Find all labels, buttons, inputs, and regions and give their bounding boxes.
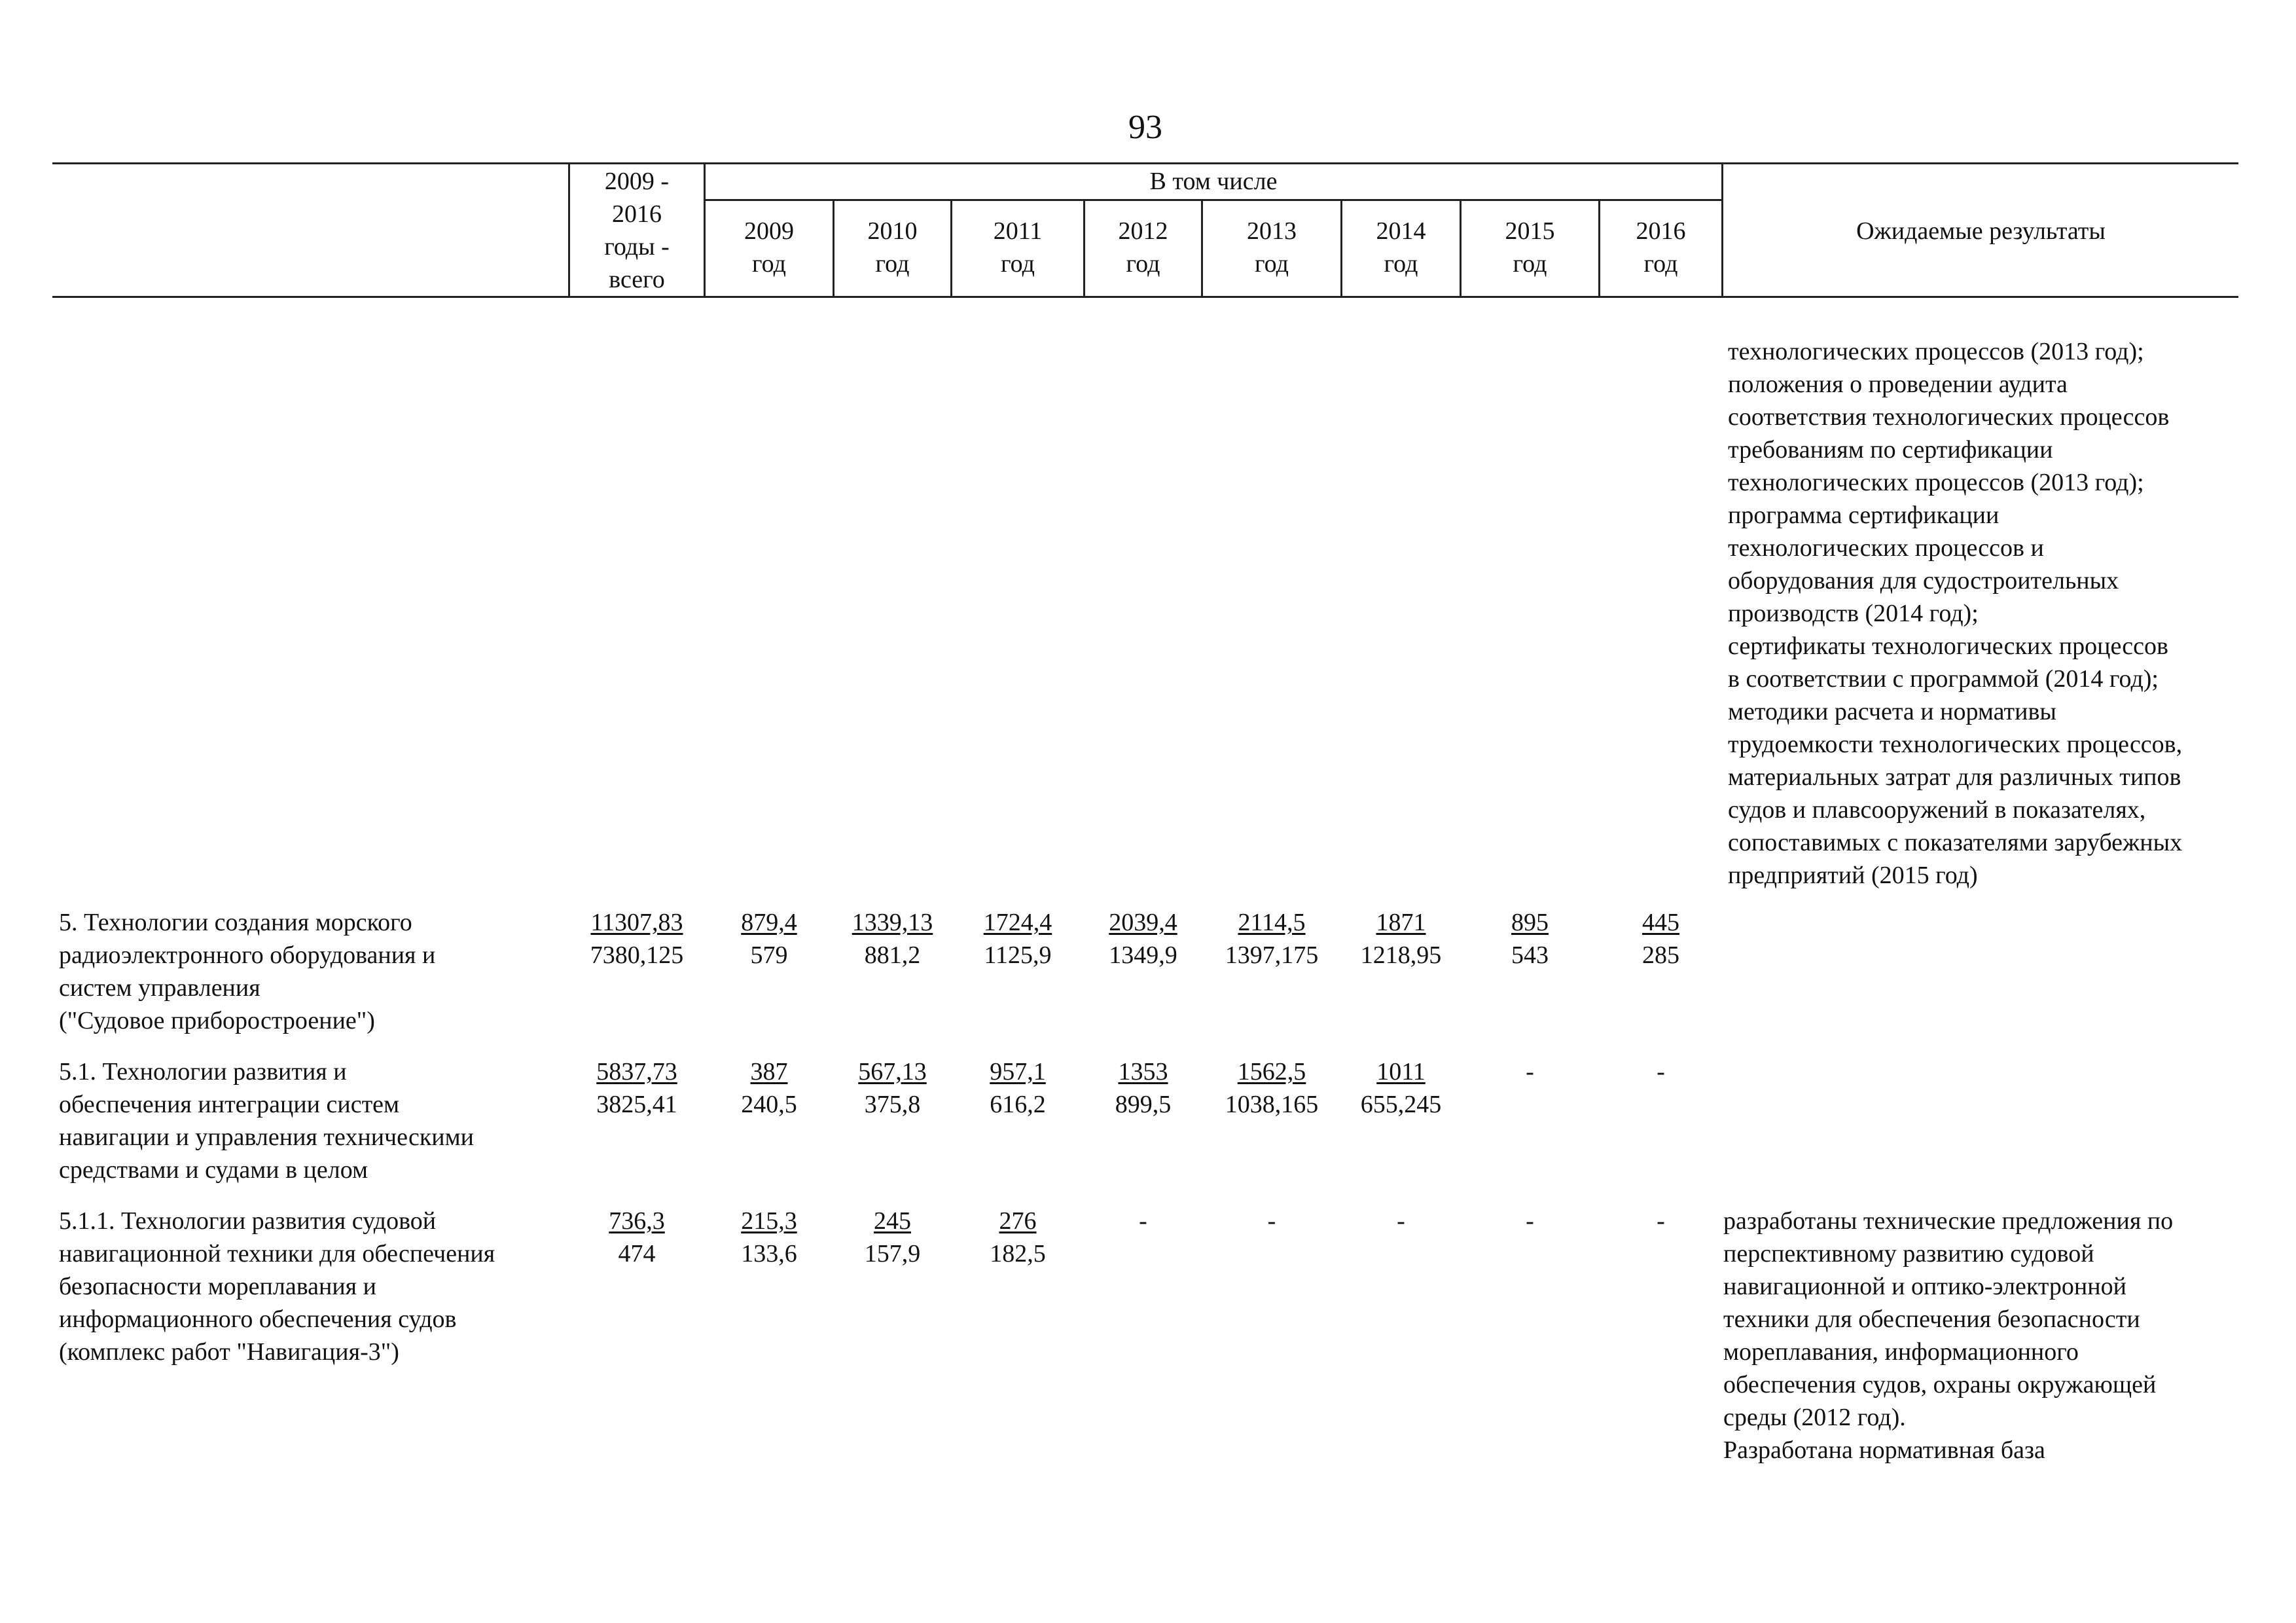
value-top: 5837,73 bbox=[596, 1058, 677, 1085]
result-line: навигационной и оптико-электронной bbox=[1723, 1273, 2126, 1300]
value-bottom: 133,6 bbox=[741, 1240, 797, 1267]
header-year-2012 bbox=[1085, 215, 1201, 280]
value-top: 245 bbox=[874, 1207, 911, 1235]
row-5-2014 bbox=[1342, 906, 1460, 972]
row-5-1-1-2015 bbox=[1462, 1205, 1598, 1237]
row-label-line: навигации и управления техническими bbox=[59, 1123, 475, 1151]
header-year: 2013 bbox=[1247, 217, 1297, 245]
table-header-bottom-rule bbox=[52, 296, 2238, 298]
result-line: технологических процессов (2013 год); bbox=[1728, 338, 2144, 365]
header-year-unit: год bbox=[1384, 250, 1418, 278]
row-5-1-1-2013 bbox=[1203, 1205, 1340, 1237]
result-line: разработаны технические предложения по bbox=[1723, 1207, 2174, 1235]
header-year-unit: год bbox=[1513, 250, 1547, 278]
row-label-line: информационного обеспечения судов bbox=[59, 1305, 457, 1333]
header-total-line: 2009 - bbox=[604, 168, 670, 195]
value-bottom: 182,5 bbox=[990, 1240, 1046, 1267]
header-year-2009 bbox=[706, 215, 833, 280]
header-year-unit: год bbox=[752, 250, 786, 278]
row-label-line: 5.1.1. Технологии развития судовой bbox=[59, 1207, 437, 1235]
row-5-1-1-label bbox=[59, 1205, 556, 1368]
row-5-2015 bbox=[1462, 906, 1598, 972]
value-top: 567,13 bbox=[858, 1058, 927, 1085]
row-5-2013 bbox=[1203, 906, 1340, 972]
value-dash: - bbox=[1657, 1207, 1665, 1235]
result-line: трудоемкости технологических процессов, bbox=[1728, 731, 2183, 758]
value-dash: - bbox=[1657, 1058, 1665, 1085]
row-label-line: безопасности мореплавания и bbox=[59, 1273, 376, 1300]
row-5-1-2013 bbox=[1203, 1055, 1340, 1121]
table-top-rule bbox=[52, 162, 2238, 164]
result-line: обеспечения судов, охраны окружающей bbox=[1723, 1371, 2157, 1398]
row-5-label bbox=[59, 906, 556, 1037]
row-5-1-1-2009 bbox=[706, 1205, 833, 1270]
header-total-line: всего bbox=[609, 266, 665, 293]
row-5-1-2010 bbox=[834, 1055, 950, 1121]
row-label-line: ("Судовое приборостроение") bbox=[59, 1007, 375, 1034]
header-year-2014 bbox=[1342, 215, 1460, 280]
header-year: 2010 bbox=[867, 217, 918, 245]
value-top: 445 bbox=[1642, 909, 1679, 936]
header-year: 2011 bbox=[993, 217, 1043, 245]
row-5-1-2016 bbox=[1600, 1055, 1721, 1088]
row-label-line: 5.1. Технологии развития и bbox=[59, 1058, 347, 1085]
value-bottom: 655,245 bbox=[1360, 1091, 1442, 1118]
value-bottom: 240,5 bbox=[741, 1091, 797, 1118]
value-bottom: 616,2 bbox=[990, 1091, 1046, 1118]
result-line: сопоставимых с показателями зарубежных bbox=[1728, 829, 2183, 856]
value-bottom: 1038,165 bbox=[1225, 1091, 1319, 1118]
row-5-1-1-2010 bbox=[834, 1205, 950, 1270]
value-top: 736,3 bbox=[609, 1207, 665, 1235]
value-top: 1011 bbox=[1376, 1058, 1426, 1085]
value-top: 957,1 bbox=[990, 1058, 1046, 1085]
row-5-1-2014 bbox=[1342, 1055, 1460, 1121]
header-year: 2014 bbox=[1376, 217, 1426, 245]
result-line: программа сертификации bbox=[1728, 501, 2000, 529]
header-group-label: В том числе bbox=[1149, 168, 1278, 195]
page-number: 93 bbox=[1128, 109, 1162, 146]
result-line: технологических процессов и bbox=[1728, 534, 2044, 562]
value-bottom: 1349,9 bbox=[1109, 941, 1177, 969]
value-bottom: 3825,41 bbox=[596, 1091, 677, 1118]
value-bottom: 474 bbox=[618, 1240, 656, 1267]
value-bottom: 1218,95 bbox=[1360, 941, 1442, 969]
row-5-2009 bbox=[706, 906, 833, 972]
value-top: 387 bbox=[750, 1058, 788, 1085]
header-year-unit: год bbox=[1643, 250, 1678, 278]
row-5-1-1-2012 bbox=[1085, 1205, 1201, 1237]
result-line: сертификаты технологических процессов bbox=[1728, 632, 2168, 660]
header-total-column bbox=[570, 165, 704, 296]
value-top: 879,4 bbox=[741, 909, 797, 936]
result-line: мореплавания, информационного bbox=[1723, 1338, 2079, 1366]
header-year-2013 bbox=[1203, 215, 1340, 280]
value-top: 895 bbox=[1511, 909, 1549, 936]
row-5-1-1-total bbox=[570, 1205, 704, 1270]
row-label-line: радиоэлектронного оборудования и bbox=[59, 941, 436, 969]
header-year-2015 bbox=[1462, 215, 1598, 280]
row-5-2010 bbox=[834, 906, 950, 972]
value-top: 1871 bbox=[1376, 909, 1426, 936]
row-5-1-label bbox=[59, 1055, 556, 1186]
row-5-1-1-2011 bbox=[952, 1205, 1083, 1270]
result-line: соответствия технологических процессов bbox=[1728, 403, 2170, 431]
header-year-unit: год bbox=[1001, 250, 1035, 278]
result-line: технологических процессов (2013 год); bbox=[1728, 469, 2144, 496]
row-5-1-2009 bbox=[706, 1055, 833, 1121]
result-line: требованиям по сертификации bbox=[1728, 436, 2053, 464]
result-line: Разработана нормативная база bbox=[1723, 1436, 2045, 1464]
value-bottom: 375,8 bbox=[864, 1091, 921, 1118]
result-line: материальных затрат для различных типов bbox=[1728, 763, 2181, 791]
value-top: 2114,5 bbox=[1238, 909, 1306, 936]
value-bottom: 899,5 bbox=[1115, 1091, 1172, 1118]
header-year: 2009 bbox=[744, 217, 794, 245]
value-dash: - bbox=[1397, 1207, 1405, 1235]
row-5-total bbox=[570, 906, 704, 972]
row-5-1-total bbox=[570, 1055, 704, 1121]
row-5-1-1-results bbox=[1723, 1205, 2240, 1467]
value-bottom: 1397,175 bbox=[1225, 941, 1319, 969]
result-line: оборудования для судостроительных bbox=[1728, 567, 2119, 594]
row-5-1-2015 bbox=[1462, 1055, 1598, 1088]
value-dash: - bbox=[1526, 1058, 1534, 1085]
value-bottom: 579 bbox=[750, 941, 788, 969]
header-total-line: годы - bbox=[604, 233, 670, 261]
header-year: 2012 bbox=[1118, 217, 1168, 245]
value-top: 1562,5 bbox=[1237, 1058, 1306, 1085]
value-bottom: 543 bbox=[1511, 941, 1549, 969]
header-year: 2015 bbox=[1505, 217, 1555, 245]
header-year-2016 bbox=[1600, 215, 1721, 280]
row-5-1-1-2016 bbox=[1600, 1205, 1721, 1237]
header-year-2011 bbox=[952, 215, 1083, 280]
value-top: 11307,83 bbox=[590, 909, 683, 936]
result-line: техники для обеспечения безопасности bbox=[1723, 1305, 2140, 1333]
result-line: перспективному развитию судовой bbox=[1723, 1240, 2094, 1267]
header-year-unit: год bbox=[1255, 250, 1289, 278]
value-dash: - bbox=[1267, 1207, 1276, 1235]
header-year-2010 bbox=[834, 215, 950, 280]
value-bottom: 285 bbox=[1642, 941, 1679, 969]
value-top: 215,3 bbox=[741, 1207, 797, 1235]
result-line: предприятий (2015 год) bbox=[1728, 862, 1978, 889]
continued-results-text bbox=[1728, 335, 2245, 892]
value-dash: - bbox=[1526, 1207, 1534, 1235]
row-5-1-2011 bbox=[952, 1055, 1083, 1121]
row-5-1-2012 bbox=[1085, 1055, 1201, 1121]
result-line: судов и плавсооружений в показателях, bbox=[1728, 796, 2146, 824]
header-total-line: 2016 bbox=[612, 200, 662, 228]
row-label-line: навигационной техники для обеспечения bbox=[59, 1240, 495, 1267]
header-year: 2016 bbox=[1636, 217, 1686, 245]
value-bottom: 7380,125 bbox=[590, 941, 684, 969]
value-bottom: 1125,9 bbox=[984, 941, 1052, 969]
row-label-line: обеспечения интеграции систем bbox=[59, 1091, 400, 1118]
result-line: положения о проведении аудита bbox=[1728, 371, 2068, 398]
value-top: 1339,13 bbox=[852, 909, 933, 936]
result-line: среды (2012 год). bbox=[1723, 1404, 1906, 1431]
header-expected-results: Ожидаемые результаты bbox=[1856, 217, 2106, 245]
value-top: 1724,4 bbox=[983, 909, 1052, 936]
value-top: 2039,4 bbox=[1109, 909, 1177, 936]
row-label-line: (комплекс работ "Навигация-3") bbox=[59, 1338, 399, 1366]
row-5-2012 bbox=[1085, 906, 1201, 972]
value-bottom: 881,2 bbox=[864, 941, 921, 969]
row-label-line: средствами и судами в целом bbox=[59, 1156, 368, 1184]
row-label-line: 5. Технологии создания морского bbox=[59, 909, 412, 936]
row-5-2016 bbox=[1600, 906, 1721, 972]
row-label-line: систем управления bbox=[59, 974, 260, 1002]
row-5-1-1-2014 bbox=[1342, 1205, 1460, 1237]
value-top: 276 bbox=[999, 1207, 1037, 1235]
result-line: в соответствии с программой (2014 год); bbox=[1728, 665, 2159, 693]
value-top: 1353 bbox=[1118, 1058, 1168, 1085]
value-dash: - bbox=[1139, 1207, 1147, 1235]
row-5-2011 bbox=[952, 906, 1083, 972]
result-line: методики расчета и нормативы bbox=[1728, 698, 2056, 725]
header-year-unit: год bbox=[1126, 250, 1160, 278]
header-year-unit: год bbox=[875, 250, 910, 278]
result-line: производств (2014 год); bbox=[1728, 600, 1979, 627]
value-bottom: 157,9 bbox=[864, 1240, 921, 1267]
group-header-rule bbox=[704, 199, 1721, 201]
